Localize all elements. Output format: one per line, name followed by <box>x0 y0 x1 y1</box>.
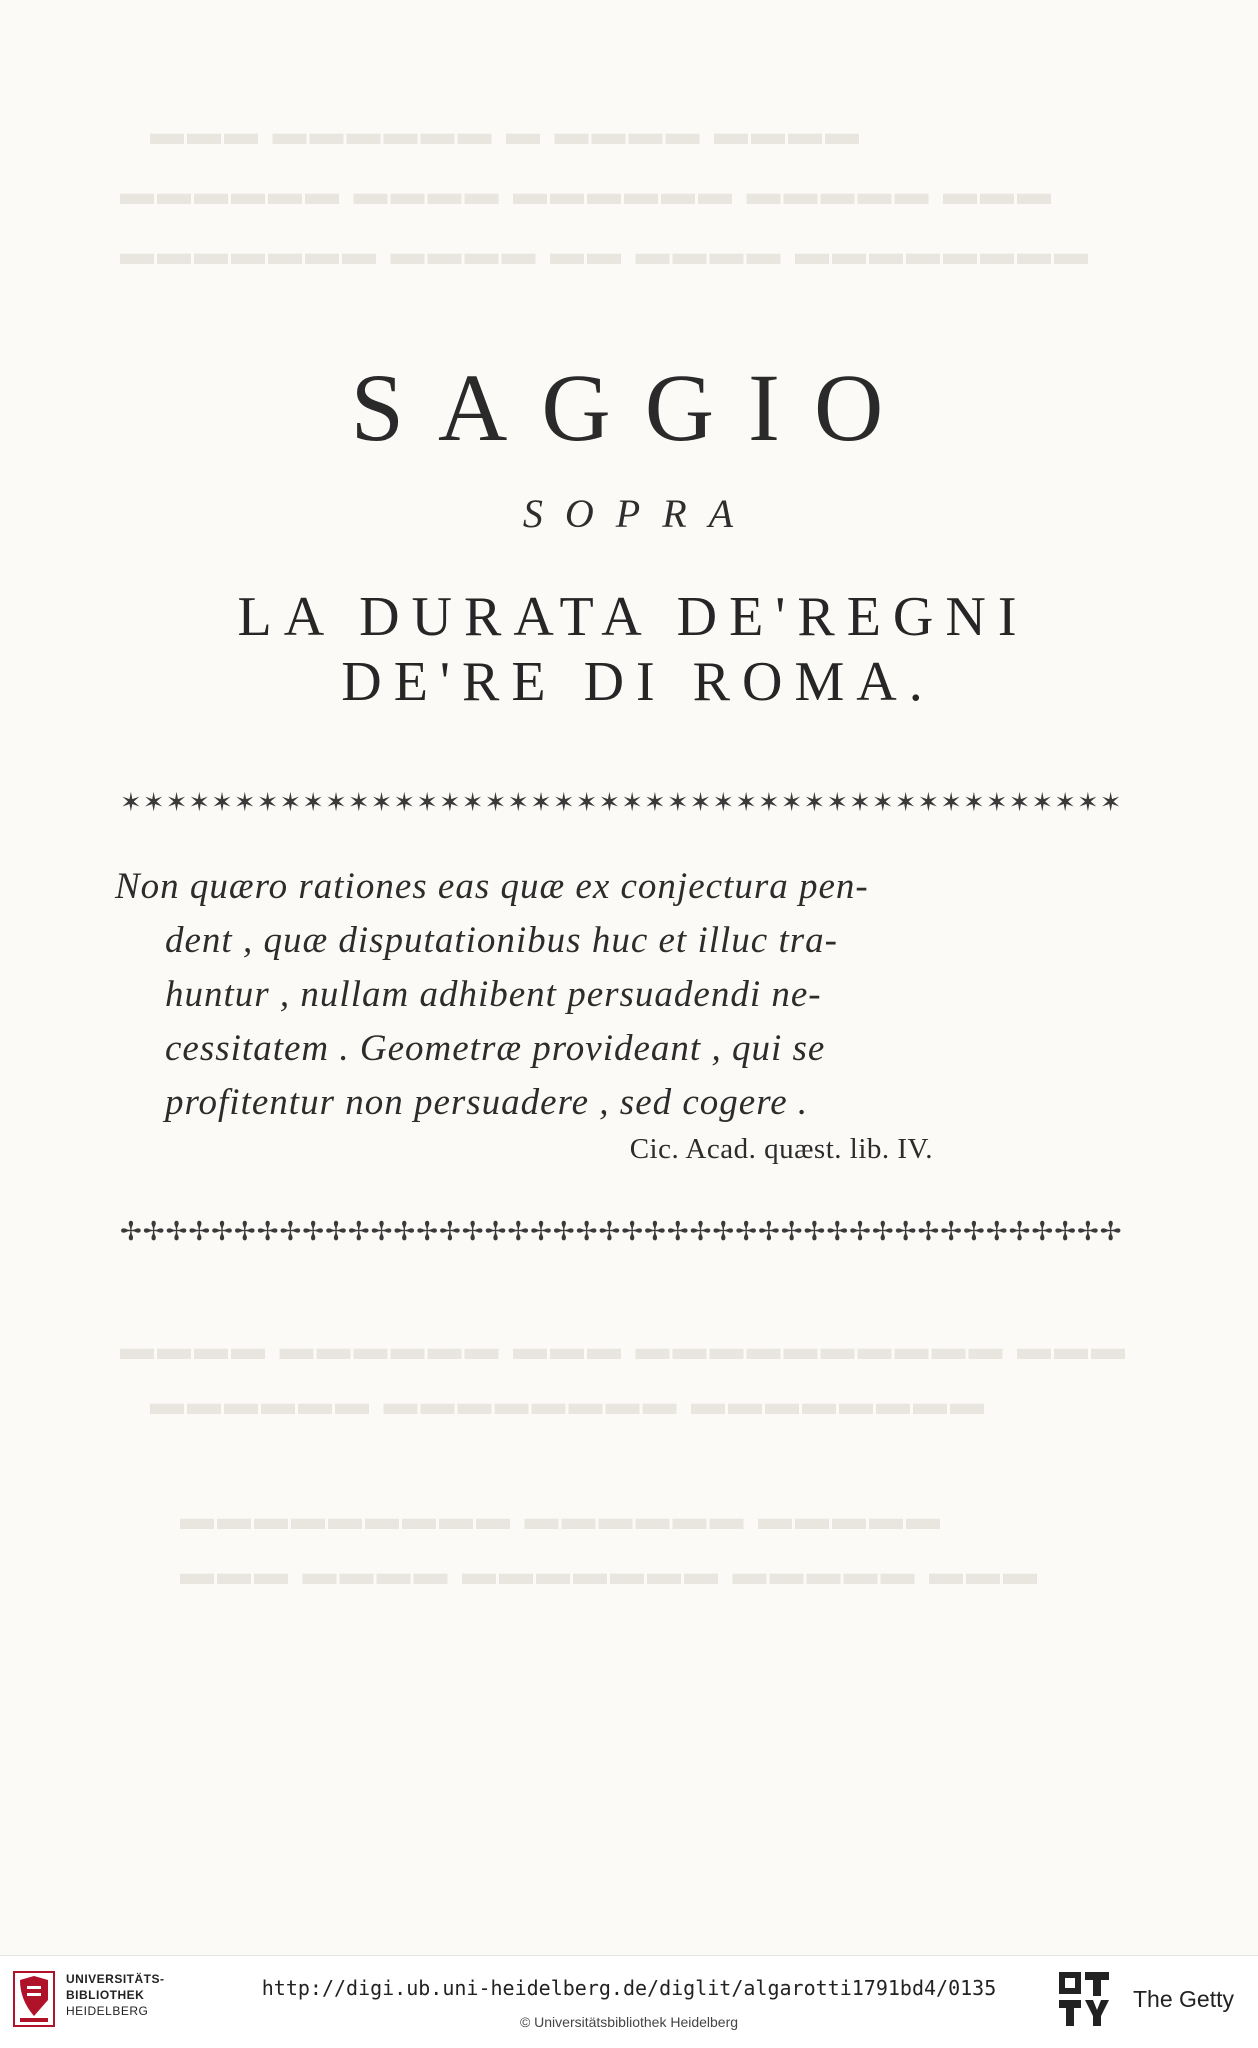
bleed-through-texture: ▬▬▬▬▬▬▬ ▬▬▬▬ ▬▬ ▬▬▬▬ ▬▬▬▬▬▬▬▬ <box>120 235 1091 272</box>
title-connector: SOPRA <box>522 491 756 536</box>
epigraph-quote <box>115 860 973 1130</box>
quote-line: Non quæro rationes eas quæ ex conjectura pen- <box>115 866 869 907</box>
bleed-through-texture: ▬▬▬ ▬▬▬▬▬▬ ▬ ▬▬▬▬ ▬▬▬▬ <box>150 115 862 152</box>
page-title: SAGGIO <box>350 354 918 461</box>
quote-citation: Cic. Acad. quæst. lib. IV. <box>629 1133 933 1165</box>
quote-line: huntur , nullam adhibent persuadendi ne- <box>165 974 822 1015</box>
institution-line: HEIDELBERG <box>66 2004 149 2018</box>
institution-line: BIBLIOTHEK <box>66 1988 145 2002</box>
bleed-through-texture: ▬▬▬ ▬▬▬▬ ▬▬▬▬▬▬▬ ▬▬▬▬▬ ▬▬▬ <box>180 1555 1040 1592</box>
bleed-through-texture: ▬▬▬▬▬▬ ▬▬▬▬▬▬▬▬ ▬▬▬▬▬▬▬▬ <box>150 1385 987 1422</box>
partner-name: The Getty <box>1133 1986 1234 2012</box>
copyright-notice: © Universitätsbibliothek Heidelberg <box>519 2014 739 2030</box>
ornament-rule-bottom: ✢✢✢✢✢✢✢✢✢✢✢✢✢✢✢✢✢✢✢✢✢✢✢✢✢✢✢✢✢✢✢✢✢✢✢✢✢✢✢✢✢✢✢✢ <box>120 1217 1123 1247</box>
permalink-url[interactable]: http://digi.ub.uni-heidelberg.de/diglit/algarotti1791bd4/0135 <box>261 1976 997 2000</box>
bleed-through-texture: ▬▬▬▬▬▬ ▬▬▬▬ ▬▬▬▬▬▬ ▬▬▬▬▬ ▬▬▬ <box>120 175 1054 212</box>
title-line-2: DE'RE DI ROMA. <box>341 651 935 713</box>
viewer-footer <box>0 1955 1258 2048</box>
quote-line: cessitatem . Geometræ provideant , qui se <box>165 1028 826 1069</box>
title-line-1: LA DURATA DE'REGNI <box>237 586 1029 648</box>
ornament-rule-top: ✶✶✶✶✶✶✶✶✶✶✶✶✶✶✶✶✶✶✶✶✶✶✶✶✶✶✶✶✶✶✶✶✶✶✶✶✶✶✶✶✶✶✶✶ <box>120 788 1123 818</box>
bleed-through-texture: ▬▬▬▬ ▬▬▬▬▬▬ ▬▬▬ ▬▬▬▬▬▬▬▬▬▬ ▬▬▬ <box>120 1330 1128 1367</box>
getty-logo-icon <box>1057 1970 1113 2032</box>
quote-line: profitentur non persuadere , sed cogere . <box>165 1082 809 1123</box>
institution-line: UNIVERSITÄTS- <box>66 1972 165 1986</box>
quote-line: dent , quæ disputationibus huc et illuc tra- <box>165 920 838 961</box>
bleed-through-texture: ▬▬▬▬▬▬▬▬▬ ▬▬▬▬▬▬ ▬▬▬▬▬ <box>180 1500 943 1537</box>
